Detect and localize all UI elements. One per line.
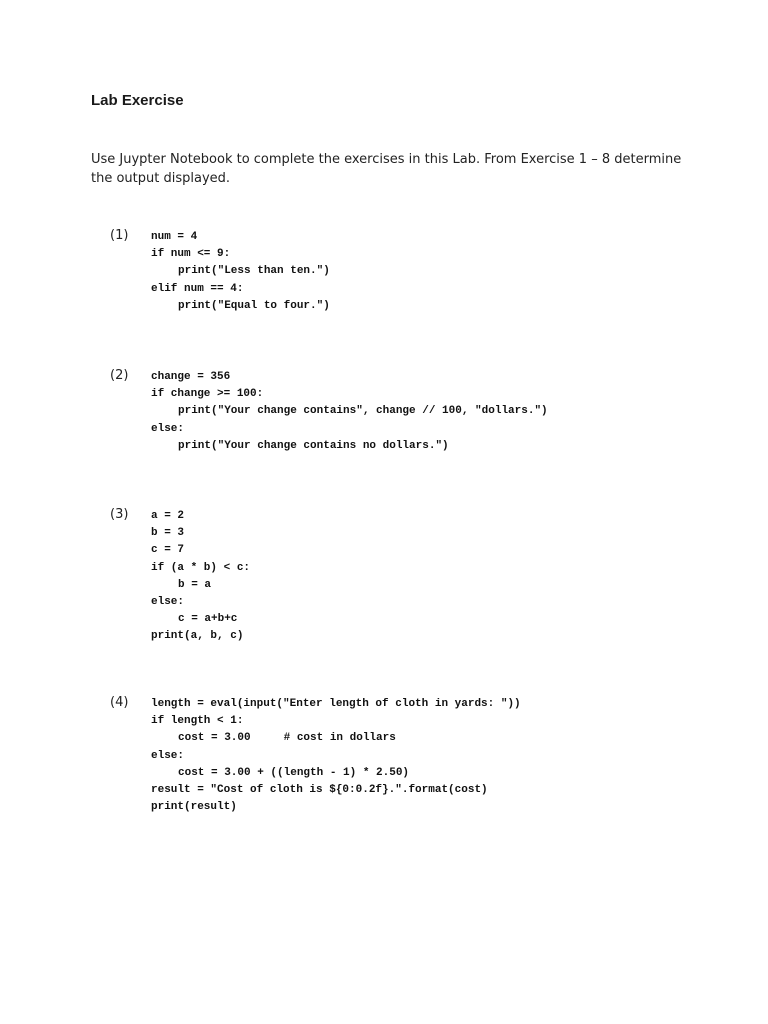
code-line: print(a, b, c) xyxy=(151,630,244,643)
code-line: if length < 1: xyxy=(151,715,244,728)
code-line: cost = 3.00 # cost in dollars xyxy=(178,732,396,745)
code-line: if change >= 100: xyxy=(151,388,264,401)
code-block xyxy=(151,508,250,646)
code-line: b = 3 xyxy=(151,527,185,540)
code-line: cost = 3.00 + ((length - 1) * 2.50) xyxy=(178,766,410,779)
code-line: elif num == 4: xyxy=(151,282,244,295)
code-line: num = 4 xyxy=(151,231,198,243)
code-line: length = eval(input("Enter length of cloth in yards: ")) xyxy=(151,698,521,710)
code-line: print("Your change contains no dollars.") xyxy=(178,439,449,452)
code-line: else: xyxy=(151,422,185,435)
code-line: else: xyxy=(151,596,185,609)
code-block xyxy=(151,696,521,816)
exercise-number: (1) xyxy=(110,228,129,243)
exercise-number: (3) xyxy=(110,507,129,522)
code-line: print(result) xyxy=(151,801,237,814)
code-line: b = a xyxy=(178,578,212,591)
code-line: change = 356 xyxy=(151,371,231,383)
page-title: Lab Exercise xyxy=(91,92,184,109)
code-line: if num <= 9: xyxy=(151,248,231,261)
code-line: print("Less than ten.") xyxy=(178,265,330,278)
code-line: print("Equal to four.") xyxy=(178,299,330,312)
code-line: result = "Cost of cloth is ${0:0.2f}.".format(cost) xyxy=(151,784,488,797)
code-line: a = 2 xyxy=(151,510,185,522)
code-block xyxy=(151,229,330,315)
exercise-number: (4) xyxy=(110,695,129,710)
code-line: print("Your change contains", change // 100, "dollars.") xyxy=(178,405,548,418)
code-line: c = 7 xyxy=(151,544,185,557)
code-line: if (a * b) < c: xyxy=(151,561,251,574)
intro-paragraph: Use Juypter Notebook to complete the exercises in this Lab. From Exercise 1 – 8 determine the output displayed. xyxy=(91,152,682,186)
exercise-number: (2) xyxy=(110,368,129,383)
code-block xyxy=(151,369,548,455)
code-line: c = a+b+c xyxy=(178,613,238,626)
code-line: else: xyxy=(151,749,185,762)
